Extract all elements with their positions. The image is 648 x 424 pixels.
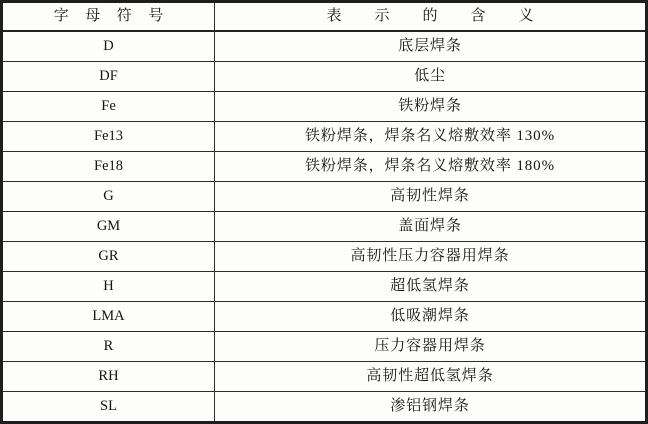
symbol-cell: Fe13 bbox=[2, 121, 215, 151]
meaning-cell: 铁粉焊条 bbox=[215, 92, 647, 122]
meaning-cell: 低吸潮焊条 bbox=[215, 301, 647, 331]
table-row bbox=[2, 211, 647, 241]
meaning-cell: 铁粉焊条，焊条名义熔敷效率 130% bbox=[215, 121, 647, 151]
meaning-cell: 高韧性超低氢焊条 bbox=[215, 361, 647, 391]
table-row bbox=[2, 181, 647, 211]
symbol-cell: RH bbox=[2, 361, 215, 391]
table-row bbox=[2, 241, 647, 271]
meaning-cell: 高韧性焊条 bbox=[215, 181, 647, 211]
table-row bbox=[2, 301, 647, 331]
meaning-cell: 盖面焊条 bbox=[215, 211, 647, 241]
table-row bbox=[2, 121, 647, 151]
meaning-cell: 底层焊条 bbox=[215, 31, 647, 62]
symbol-cell: GR bbox=[2, 241, 215, 271]
symbol-cell: DF bbox=[2, 62, 215, 92]
table-row bbox=[2, 331, 647, 361]
symbol-cell: H bbox=[2, 271, 215, 301]
symbol-cell: SL bbox=[2, 391, 215, 422]
symbol-cell: LMA bbox=[2, 301, 215, 331]
symbol-cell: Fe bbox=[2, 92, 215, 122]
table-body bbox=[2, 31, 647, 423]
meaning-cell: 超低氢焊条 bbox=[215, 271, 647, 301]
header-cell-meaning: 表示的含义 bbox=[215, 2, 647, 32]
table-row bbox=[2, 361, 647, 391]
meaning-cell: 压力容器用焊条 bbox=[215, 331, 647, 361]
symbol-cell: Fe18 bbox=[2, 151, 215, 181]
symbol-cell: R bbox=[2, 331, 215, 361]
meaning-cell: 渗铝钢焊条 bbox=[215, 391, 647, 422]
table-row bbox=[2, 92, 647, 122]
symbol-cell: GM bbox=[2, 211, 215, 241]
table-row bbox=[2, 271, 647, 301]
table-row bbox=[2, 31, 647, 62]
table-row bbox=[2, 391, 647, 422]
meaning-cell: 铁粉焊条，焊条名义熔敷效率 180% bbox=[215, 151, 647, 181]
symbol-cell: G bbox=[2, 181, 215, 211]
header-cell-symbol: 字母符号 bbox=[2, 2, 215, 32]
table-row bbox=[2, 151, 647, 181]
header-row bbox=[2, 2, 647, 32]
symbol-cell: D bbox=[2, 31, 215, 62]
table-row bbox=[2, 62, 647, 92]
meaning-cell: 高韧性压力容器用焊条 bbox=[215, 241, 647, 271]
meaning-cell: 低尘 bbox=[215, 62, 647, 92]
